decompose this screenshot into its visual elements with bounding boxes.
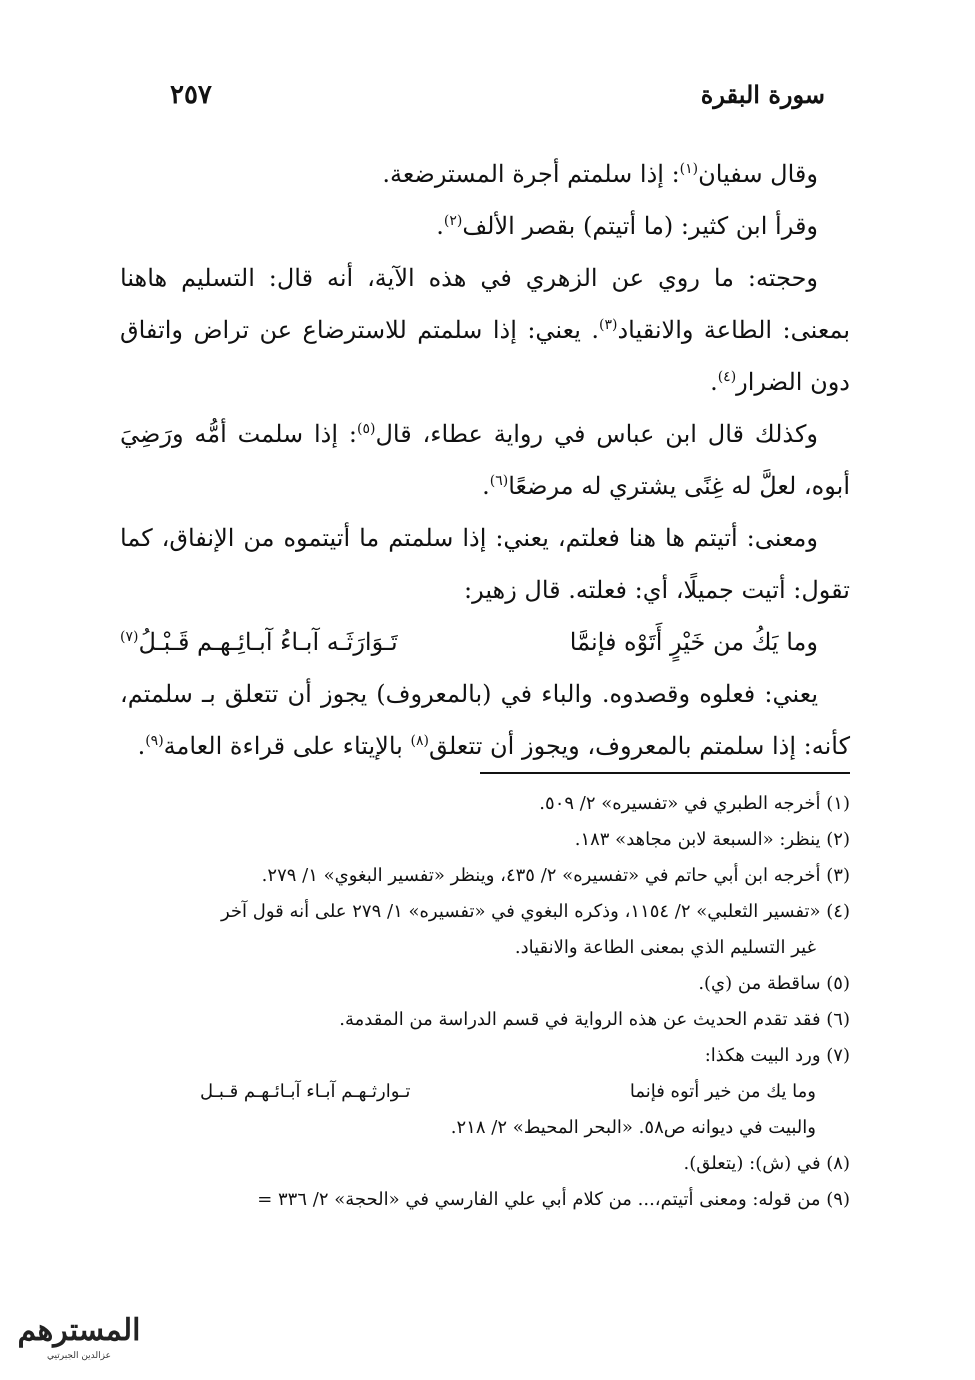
paragraph-4: وكذلك قال ابن عباس في رواية عطاء، قال$^{(٥)}$: إذا سلمت أمُّه ورَضِيَ أبوه، لعلَّ له غِنًى يشتري له مرضعًا$^{(٦)}$. bbox=[120, 420, 850, 500]
footnote-ref: (٣) bbox=[598, 317, 618, 333]
footnote-7: (٧) ورد البيت هكذا: bbox=[704, 1045, 850, 1066]
footnote-9: (٩) من قوله: ومعنى أتيتم،... من كلام أبي علي الفارسي في «الحجة» ٢/ ٣٣٦ = bbox=[257, 1189, 850, 1210]
footnote-verse-first: وما يك من خير أتوه فإنما bbox=[629, 1081, 816, 1102]
page-number: ٢٥٧ bbox=[170, 80, 212, 110]
footnote-4-continued: غير التسليم الذي بمعنى الطاعة والانقياد. bbox=[514, 937, 816, 958]
verse-first-hemistich: وما يَكُ من خَيْرٍ أَتَوْه فإنمَّا bbox=[569, 628, 818, 656]
page-header bbox=[110, 80, 825, 120]
footnote-ref: (٧) bbox=[120, 629, 139, 645]
footnote-ref: (٩) bbox=[145, 733, 164, 749]
footnotes bbox=[120, 786, 850, 1218]
surah-title: سورة البقرة bbox=[700, 80, 825, 109]
paragraph-3: وحجته: ما روي عن الزهري في هذه الآية، أنه قال: التسليم هاهنا بمعنى: الطاعة والانقياد$^{(٣)}$. يعني: إذا سلمتم للاسترضاع عن تراض واتفاق دون الضرار$^{(٤)}$. bbox=[120, 264, 850, 396]
paragraph-6: يعني: فعلوه وقصدوه. والباء في (بالمعروف) يجوز أن تتعلق بـ سلمتم، كأنه: إذا سلمتم بالمعروف، ويجوز أن تتعلق$^{(٨)}$ بالإيتاء على قراءة العامة$^{(٩)}$. bbox=[120, 680, 850, 760]
footnote-1: (١) أخرجه الطبري في «تفسيره» ٢/ ٥٠٩. bbox=[539, 793, 850, 814]
paragraph-1: وقال سفيان$^{(١)}$: إذا سلمتم أجرة المسترضعة. bbox=[382, 160, 818, 188]
footnote-7-verse bbox=[120, 1074, 850, 1110]
footnote-6: (٦) فقد تقدم الحديث عن هذه الرواية في قسم الدراسة من المقدمة. bbox=[339, 1009, 850, 1030]
verse-second-hemistich: تَـوَارَثَـه آبـاءُ آبـائِـهـم قَـبْـلُ$^{(٧)}$ bbox=[120, 628, 398, 656]
footnote-ref: (٢) bbox=[443, 213, 463, 229]
footnote-ref: (٨) bbox=[410, 733, 429, 749]
paragraph-5: ومعنى: أتيتم ها هنا فعلتم، يعني: إذا سلمتم ما أتيتموه من الإنفاق، كما تقول: أتيت جميلًا، أي: فعلته. قال زهير: bbox=[120, 524, 850, 604]
footnote-separator bbox=[480, 772, 850, 774]
footnote-ref: (١) bbox=[679, 161, 699, 177]
footnote-3: (٣) أخرجه ابن أبي حاتم في «تفسيره» ٢/ ٤٣٥، وينظر «تفسير البغوي» ١/ ٢٧٩. bbox=[261, 865, 850, 886]
logo-sub-text: عزالدين الجبرتيي bbox=[47, 1351, 111, 1361]
footnote-7-continued: والبيت في ديوانه ص٥٨. «البحر المحيط» ٢/ ٢١٨. bbox=[450, 1117, 816, 1138]
main-text bbox=[120, 148, 850, 772]
watermark-logo bbox=[14, 1300, 144, 1370]
logo-main-text: المسترهم bbox=[17, 1313, 141, 1348]
poetry-verse bbox=[120, 616, 850, 668]
footnote-verse-second: تـوارثـهـم آبـاء آبـائـهـم قـبـل bbox=[200, 1081, 411, 1102]
footnote-5: (٥) ساقطة من (ي). bbox=[698, 973, 850, 994]
footnote-ref: (٦) bbox=[489, 473, 509, 489]
paragraph-2: وقرأ ابن كثير: (ما أتيتم) بقصر الألف$^{(٢)}$. bbox=[436, 212, 818, 240]
footnote-ref: (٥) bbox=[356, 421, 376, 437]
footnote-ref: (٤) bbox=[717, 369, 737, 385]
footnote-4: (٤) «تفسير الثعلبي» ٢/ ١١٥٤، وذكره البغوي في «تفسيره» ١/ ٢٧٩ على أنه قول آخر bbox=[220, 901, 850, 922]
footnote-2: (٢) ينظر: «السبعة لابن مجاهد» ١٨٣. bbox=[574, 829, 850, 850]
footnote-8: (٨) في (ش): (يتعلق). bbox=[683, 1153, 850, 1174]
